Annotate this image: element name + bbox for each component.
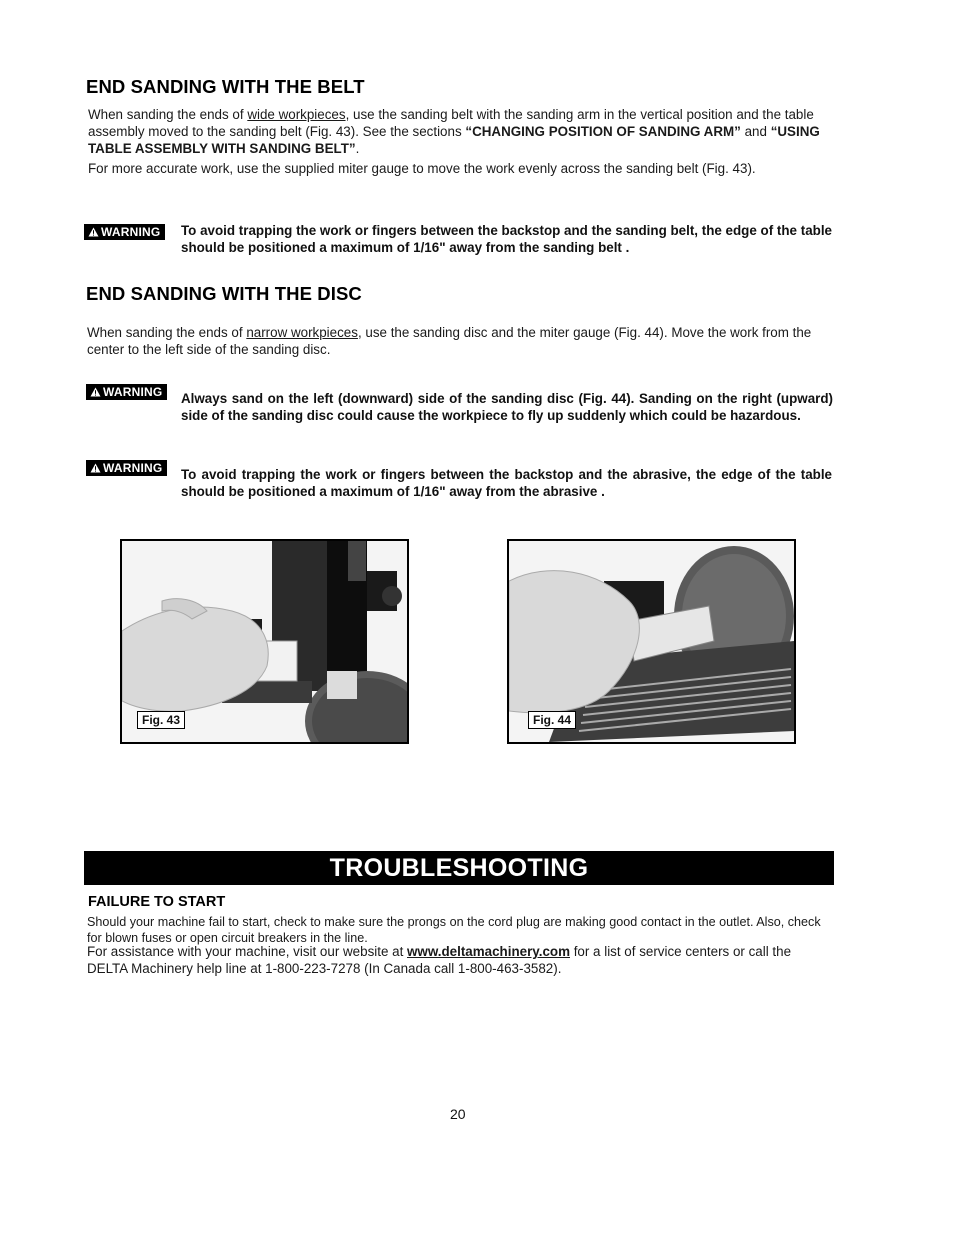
text-run: For assistance with your machine, visit our website at (87, 944, 408, 959)
belt-section-heading: END SANDING WITH THE BELT (86, 76, 365, 97)
page-number: 20 (450, 1106, 466, 1122)
warning-badge-label: WARNING (103, 385, 163, 399)
figure-44-label: Fig. 44 (528, 711, 576, 729)
warning-badge-label: WARNING (101, 225, 161, 239)
text-run: When sanding the ends of (88, 107, 248, 122)
failure-to-start-heading: FAILURE TO START (88, 894, 226, 910)
section-reference-table-assembly: “USING TABLE ASSEMBLY WITH SANDING BELT” (88, 124, 820, 156)
disc-paragraph-1 (87, 324, 833, 358)
warning-triangle-icon (90, 463, 101, 473)
troubleshooting-paragraph-2 (87, 943, 825, 977)
disc-section-heading: END SANDING WITH THE DISC (86, 283, 362, 304)
warning-badge (86, 384, 167, 400)
warning-badge (86, 460, 167, 476)
warning-triangle-icon (90, 387, 101, 397)
wide-workpieces-term: wide workpieces (247, 107, 346, 122)
troubleshooting-paragraph-1: Should your machine fail to start, check to make sure the prongs on the cord plug are making good contact in the outlet. Also, check for blown fuses or open circuit breakers in the line. (87, 915, 821, 945)
website-link[interactable]: www.deltamachinery.com (407, 944, 570, 959)
text-run: When sanding the ends of (87, 325, 247, 340)
warning-text-1: To avoid trapping the work or fingers between the backstop and the sanding belt, the edge of the table should be positioned a maximum of 1/16" away from the sanding belt . (181, 223, 832, 255)
belt-paragraph-1 (88, 106, 834, 157)
figure-44-photo (507, 539, 796, 744)
text-run: for a list of service centers or call the DELTA Machinery help line at 1-800-223-7278 (In Canada call 1-800-463-3582). (87, 944, 792, 976)
text-run: , use the sanding disc and the miter gauge (Fig. 44). Move the work from the center to the left side of the sanding disc. (87, 325, 812, 357)
warning-badge-label: WARNING (103, 461, 163, 475)
belt-paragraph-2: For more accurate work, use the supplied miter gauge to move the work evenly across the sanding belt (Fig. 43). (88, 161, 756, 176)
text-run: , use the sanding belt with the sanding arm in the vertical position and the table assembly moved to the sanding belt (Fig. 43). See the sections (88, 107, 814, 139)
figure-43-photo (120, 539, 409, 744)
warning-badge (84, 224, 165, 240)
section-reference-sanding-arm: “CHANGING POSITION OF SANDING ARM” (465, 124, 741, 139)
figure-43-label: Fig. 43 (137, 711, 185, 729)
text-run: and (740, 124, 771, 139)
warning-triangle-icon (88, 227, 99, 237)
warning-text-3: To avoid trapping the work or fingers between the backstop and the abrasive, the edge of the table should be positioned a maximum of 1/16" away from the abrasive . (181, 467, 832, 499)
text-run: . (355, 141, 360, 156)
troubleshooting-banner: TROUBLESHOOTING (84, 851, 834, 885)
narrow-workpieces-term: narrow workpieces (246, 325, 358, 340)
warning-text-2: Always sand on the left (downward) side of the sanding disc (Fig. 44). Sanding on the right (upward) side of the sanding disc could cause the workpiece to fly up suddenly which could be hazardous. (181, 391, 833, 423)
